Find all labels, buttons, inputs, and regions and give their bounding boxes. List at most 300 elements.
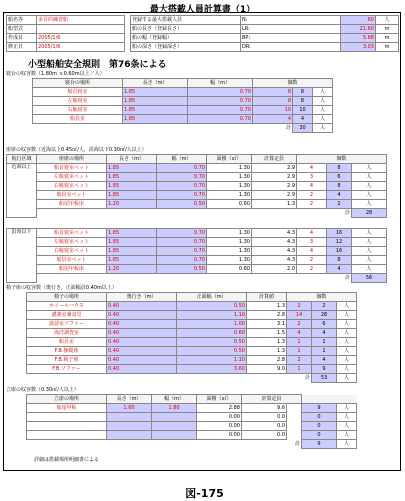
chair-depth: 0.40 bbox=[107, 365, 177, 374]
floor-length: 1.20 bbox=[107, 200, 157, 209]
floor-count: 4 bbox=[297, 247, 327, 256]
column-header: 個数 bbox=[287, 293, 357, 302]
chair-persons: 1 bbox=[312, 338, 337, 347]
floor-length: 1.85 bbox=[107, 238, 157, 247]
unit-label: 人 bbox=[337, 422, 357, 431]
standing-area: 0.00 bbox=[197, 431, 242, 440]
unit-label: 人 bbox=[337, 347, 357, 356]
unit-label: 人 bbox=[337, 338, 357, 347]
floor-header-row bbox=[7, 155, 387, 164]
table-row bbox=[7, 229, 387, 238]
column-header: 座席の場所 bbox=[37, 155, 107, 164]
chair-persons: 2 bbox=[312, 302, 337, 311]
info-row bbox=[131, 43, 399, 52]
floor-width: 0.70 bbox=[157, 238, 207, 247]
chair-depth: 0.40 bbox=[107, 338, 177, 347]
column-header: 個数 bbox=[297, 155, 387, 164]
floor-place: 船尾甲板床 bbox=[37, 200, 107, 209]
unit-label: 人 bbox=[337, 329, 357, 338]
bed-count: 10 bbox=[253, 106, 293, 115]
info-row bbox=[7, 25, 125, 34]
bed-count: 8 bbox=[253, 97, 293, 106]
chair-place: F.B.操縦席 bbox=[27, 347, 107, 356]
info-value: 60 bbox=[341, 16, 376, 25]
info-unit: m bbox=[376, 25, 399, 34]
info-row bbox=[131, 16, 399, 25]
info-right-table bbox=[130, 15, 399, 52]
chair-place: 談話室ソファー bbox=[27, 320, 107, 329]
total-label: 計 bbox=[285, 124, 291, 131]
chair-width: 0.60 bbox=[177, 329, 247, 338]
info-unit: m bbox=[376, 43, 399, 52]
standing-place: 船尾甲板 bbox=[27, 404, 107, 413]
floor-length: 1.85 bbox=[107, 182, 157, 191]
floor-width: 0.70 bbox=[157, 182, 207, 191]
floor-place: 左舷寝室ベット bbox=[37, 238, 107, 247]
floor-persons: 8 bbox=[327, 182, 352, 191]
blank-cell bbox=[302, 395, 357, 404]
standing-length bbox=[107, 413, 152, 422]
chair-calc: 3.1 bbox=[247, 320, 287, 329]
floor-count: 2 bbox=[297, 265, 327, 274]
floor-calc: 2.9 bbox=[252, 191, 297, 200]
info-row bbox=[7, 34, 125, 43]
floor-total-row bbox=[7, 274, 387, 283]
bed-place: 左舷寝室 bbox=[33, 97, 123, 106]
unit-label: 人 bbox=[337, 320, 357, 329]
info-label: 修正日 bbox=[7, 43, 37, 52]
column-header: 正面幅（m） bbox=[177, 293, 247, 302]
floor-width: 0.70 bbox=[157, 229, 207, 238]
table-row bbox=[7, 265, 387, 274]
bed-length: 1.85 bbox=[123, 115, 188, 124]
navigation-area: 近海以上 bbox=[7, 164, 37, 218]
unit-label: 人 bbox=[352, 229, 387, 238]
unit-label: 人 bbox=[313, 115, 333, 124]
floor-width: 0.50 bbox=[157, 265, 207, 274]
standing-width bbox=[152, 431, 197, 440]
standing-table bbox=[26, 394, 357, 449]
table-row bbox=[7, 200, 387, 209]
floor-count: 2 bbox=[297, 191, 327, 200]
info-key: DR: bbox=[241, 43, 341, 52]
chair-calc: 1.5 bbox=[247, 329, 287, 338]
floor-persons: 6 bbox=[327, 173, 352, 182]
unit-label: 人 bbox=[352, 265, 387, 274]
info-row bbox=[131, 25, 399, 34]
column-header: 幅（m） bbox=[157, 155, 207, 164]
floor-table bbox=[6, 154, 387, 283]
chair-count: 1 bbox=[287, 338, 312, 347]
table-row bbox=[27, 329, 357, 338]
floor-count: 3 bbox=[297, 173, 327, 182]
bed-length: 1.85 bbox=[123, 88, 188, 97]
floor-width: 0.70 bbox=[157, 247, 207, 256]
info-value: 2005/1/6 bbox=[37, 34, 125, 43]
floor-place: 右舷寝室ベット bbox=[37, 247, 107, 256]
info-label: 船の幅（登録幅） bbox=[131, 34, 241, 43]
info-key: N: bbox=[241, 16, 341, 25]
table-row bbox=[27, 347, 357, 356]
chair-calc: 1.3 bbox=[247, 347, 287, 356]
blank-cell bbox=[297, 274, 327, 283]
unit-label: 人 bbox=[337, 431, 357, 440]
table-row bbox=[33, 88, 333, 97]
chair-count: 4 bbox=[287, 329, 312, 338]
total-label: 計 bbox=[304, 374, 310, 381]
rule-heading: 小型船舶安全規則 第76条による bbox=[28, 60, 167, 70]
chair-depth: 0.40 bbox=[107, 347, 177, 356]
chair-width: 1.10 bbox=[177, 356, 247, 365]
bed-total: 30 bbox=[293, 124, 313, 133]
standing-width bbox=[152, 413, 197, 422]
floor-area: 1.30 bbox=[207, 191, 252, 200]
floor-place: 左舷寝室ベット bbox=[37, 173, 107, 182]
bed-width: 0.70 bbox=[188, 106, 253, 115]
chair-depth: 0.40 bbox=[107, 320, 177, 329]
floor-area: 1.30 bbox=[207, 247, 252, 256]
blank-cell bbox=[287, 431, 302, 440]
navigation-area: 沿海以下 bbox=[7, 229, 37, 283]
chair-count: 1 bbox=[287, 347, 312, 356]
floor-persons: 4 bbox=[327, 191, 352, 200]
table-row bbox=[27, 365, 357, 374]
unit-label: 人 bbox=[313, 124, 333, 133]
unit-label: 人 bbox=[352, 164, 387, 173]
unit-label: 人 bbox=[352, 256, 387, 265]
floor-total: 56 bbox=[352, 274, 387, 283]
floor-count: 2 bbox=[297, 200, 327, 209]
info-unit: m bbox=[376, 34, 399, 43]
info-value: 21.60 bbox=[341, 25, 376, 34]
table-row bbox=[27, 404, 357, 413]
floor-calc: 2.9 bbox=[252, 182, 297, 191]
floor-calc: 4.3 bbox=[252, 229, 297, 238]
chair-place: 海洋調査室 bbox=[27, 329, 107, 338]
chair-calc: 2.8 bbox=[247, 311, 287, 320]
chair-count: 2 bbox=[287, 356, 312, 365]
standing-length: 1.60 bbox=[107, 404, 152, 413]
info-value bbox=[37, 25, 125, 34]
chair-persons: 9 bbox=[312, 365, 337, 374]
spacer-row bbox=[7, 218, 387, 229]
chair-persons: 6 bbox=[312, 320, 337, 329]
standing-width: 1.80 bbox=[152, 404, 197, 413]
floor-length: 1.85 bbox=[107, 164, 157, 173]
calculation-sheet bbox=[2, 0, 403, 500]
floor-persons: 4 bbox=[327, 265, 352, 274]
unit-label: 人 bbox=[352, 247, 387, 256]
standing-calc: 0.0 bbox=[242, 431, 287, 440]
column-header: 立席の場所 bbox=[27, 395, 107, 404]
document-title: 最大搭載人員計算書（1） bbox=[149, 5, 256, 15]
floor-place: 船員室ベット bbox=[37, 256, 107, 265]
table-row bbox=[27, 302, 357, 311]
standing-header-row bbox=[27, 395, 357, 404]
floor-persons: 16 bbox=[327, 229, 352, 238]
table-row bbox=[7, 247, 387, 256]
chair-calc: 1.3 bbox=[247, 302, 287, 311]
unit-label: 人 bbox=[352, 182, 387, 191]
info-label: 船名等 bbox=[7, 16, 37, 25]
standing-area: 0.00 bbox=[197, 422, 242, 431]
chair-place: F.B.ソファー bbox=[27, 365, 107, 374]
info-unit: 人 bbox=[376, 16, 399, 25]
floor-count: 3 bbox=[297, 238, 327, 247]
info-left-table bbox=[6, 15, 125, 52]
chair-total: 53 bbox=[312, 374, 337, 383]
chair-persons: 4 bbox=[312, 329, 337, 338]
floor-area: 1.30 bbox=[207, 164, 252, 173]
chair-header-row bbox=[27, 293, 357, 302]
blank-cell bbox=[33, 124, 253, 133]
column-header: 面積（㎡） bbox=[207, 155, 252, 164]
column-header: 幅（m） bbox=[188, 79, 253, 88]
floor-persons: 2 bbox=[327, 200, 352, 209]
floor-length: 1.85 bbox=[107, 256, 157, 265]
chair-depth: 0.40 bbox=[107, 329, 177, 338]
table-row bbox=[7, 256, 387, 265]
standing-area: 2.88 bbox=[197, 404, 242, 413]
unit-label: 人 bbox=[352, 200, 387, 209]
footnote: 詳細は搭載場所明細書による bbox=[34, 457, 100, 463]
unit-label: 人 bbox=[337, 311, 357, 320]
standing-calc: 0.0 bbox=[242, 413, 287, 422]
column-header: 長さ（m） bbox=[107, 395, 152, 404]
floor-persons: 8 bbox=[327, 256, 352, 265]
floor-count: 4 bbox=[297, 182, 327, 191]
standing-place bbox=[27, 422, 107, 431]
floor-count: 4 bbox=[297, 229, 327, 238]
bed-persons: 10 bbox=[293, 106, 313, 115]
table-row bbox=[27, 431, 357, 440]
floor-length: 1.85 bbox=[107, 191, 157, 200]
total-label: 計 bbox=[295, 440, 301, 447]
chair-width: 1.10 bbox=[177, 311, 247, 320]
bed-length: 1.85 bbox=[123, 106, 188, 115]
blank-cell bbox=[287, 404, 302, 413]
floor-area: 1.30 bbox=[207, 173, 252, 182]
blank-cell bbox=[27, 440, 287, 449]
standing-section-title: 立席の収容数（0.30㎡/人以上） bbox=[6, 387, 79, 393]
blank-cell bbox=[287, 422, 302, 431]
blank-cell bbox=[7, 218, 387, 229]
info-row bbox=[131, 34, 399, 43]
unit-label: 人 bbox=[337, 440, 357, 449]
table-row bbox=[27, 311, 357, 320]
table-row bbox=[33, 106, 333, 115]
floor-calc: 4.3 bbox=[252, 247, 297, 256]
chair-persons: 4 bbox=[312, 356, 337, 365]
chair-total-row bbox=[27, 374, 357, 383]
chair-width: 1.00 bbox=[177, 320, 247, 329]
total-label: 計 bbox=[344, 209, 350, 216]
unit-label: 人 bbox=[352, 173, 387, 182]
blank-cell bbox=[297, 209, 327, 218]
info-row bbox=[7, 16, 125, 25]
chair-count: 2 bbox=[287, 302, 312, 311]
chair-width: 0.50 bbox=[177, 302, 247, 311]
column-header: 椅子の場所 bbox=[27, 293, 107, 302]
unit-label: 人 bbox=[313, 97, 333, 106]
chair-persons: 28 bbox=[312, 311, 337, 320]
standing-total: 9 bbox=[302, 440, 337, 449]
chair-place: F.B.椅子席 bbox=[27, 356, 107, 365]
table-row bbox=[7, 173, 387, 182]
unit-label: 人 bbox=[337, 365, 357, 374]
floor-place: 船員室ベット bbox=[37, 191, 107, 200]
bed-table bbox=[32, 78, 333, 133]
info-key: LR: bbox=[241, 25, 341, 34]
floor-width: 0.50 bbox=[157, 200, 207, 209]
bed-place: 船首寝室 bbox=[33, 88, 123, 97]
floor-calc: 2.9 bbox=[252, 164, 297, 173]
bed-persons: 8 bbox=[293, 97, 313, 106]
floor-count: 4 bbox=[297, 164, 327, 173]
chair-place: ホイールハウス bbox=[27, 302, 107, 311]
floor-persons: 16 bbox=[327, 247, 352, 256]
chair-calc: 1.3 bbox=[247, 338, 287, 347]
info-key: BP: bbox=[241, 34, 341, 43]
info-label: 登録する最大搭載人員 bbox=[131, 16, 241, 25]
bed-header-row bbox=[33, 79, 333, 88]
column-header: 長さ（m） bbox=[123, 79, 188, 88]
table-row bbox=[27, 422, 357, 431]
standing-calc: 0.0 bbox=[242, 422, 287, 431]
floor-width: 0.70 bbox=[157, 191, 207, 200]
column-header: 長さ（m） bbox=[107, 155, 157, 164]
chair-calc: 2.8 bbox=[247, 356, 287, 365]
unit-label: 人 bbox=[313, 88, 333, 97]
table-row bbox=[7, 182, 387, 191]
table-row bbox=[33, 115, 333, 124]
column-header: 計算定員 bbox=[252, 155, 297, 164]
info-value: 5.68 bbox=[341, 34, 376, 43]
standing-place bbox=[27, 413, 107, 422]
chair-section-title: 椅子席の収容数（奥行き，正面幅員0.40m以上） bbox=[6, 285, 117, 291]
unit-label: 人 bbox=[313, 106, 333, 115]
chair-calc: 9.0 bbox=[247, 365, 287, 374]
chair-place: 船員室 bbox=[27, 338, 107, 347]
column-header: 寝台の場所 bbox=[33, 79, 123, 88]
table-row bbox=[27, 356, 357, 365]
chair-count: 2 bbox=[287, 320, 312, 329]
unit-label: 人 bbox=[337, 374, 357, 383]
unit-label: 人 bbox=[337, 356, 357, 365]
table-row bbox=[7, 191, 387, 200]
column-header: 奥行き（m） bbox=[107, 293, 177, 302]
floor-area: 1.30 bbox=[207, 182, 252, 191]
floor-area: 0.60 bbox=[207, 265, 252, 274]
chair-table bbox=[26, 292, 357, 383]
info-value: 2005/1/6 bbox=[37, 43, 125, 52]
floor-place: 船首寝室ベット bbox=[37, 229, 107, 238]
floor-place: 船首寝室ベット bbox=[37, 164, 107, 173]
info-value: 多目的練習船 bbox=[37, 16, 125, 25]
chair-width: 0.50 bbox=[177, 347, 247, 356]
bed-persons: 4 bbox=[293, 115, 313, 124]
bed-width: 0.70 bbox=[188, 97, 253, 106]
floor-place: 右舷寝室ベット bbox=[37, 182, 107, 191]
chair-width: 3.60 bbox=[177, 365, 247, 374]
standing-length bbox=[107, 431, 152, 440]
floor-persons: 12 bbox=[327, 238, 352, 247]
column-header: 面積（㎡） bbox=[197, 395, 242, 404]
floor-length: 1.85 bbox=[107, 247, 157, 256]
table-row bbox=[27, 413, 357, 422]
blank-cell bbox=[27, 374, 287, 383]
standing-area: 0.00 bbox=[197, 413, 242, 422]
unit-label: 人 bbox=[337, 302, 357, 311]
floor-length: 1.20 bbox=[107, 265, 157, 274]
floor-calc: 2.0 bbox=[252, 265, 297, 274]
bed-persons: 8 bbox=[293, 88, 313, 97]
chair-persons: 1 bbox=[312, 347, 337, 356]
blank-cell bbox=[37, 209, 297, 218]
column-header: 幅（m） bbox=[152, 395, 197, 404]
info-label: 船の深さ（登録深さ） bbox=[131, 43, 241, 52]
floor-area: 0.60 bbox=[207, 200, 252, 209]
sheet-frame bbox=[3, 12, 401, 471]
standing-persons: 0 bbox=[302, 431, 337, 440]
bed-place: 船員室 bbox=[33, 115, 123, 124]
standing-calc: 9.6 bbox=[242, 404, 287, 413]
floor-width: 0.70 bbox=[157, 164, 207, 173]
floor-persons: 8 bbox=[327, 164, 352, 173]
floor-calc: 4.3 bbox=[252, 238, 297, 247]
unit-label: 人 bbox=[352, 191, 387, 200]
bed-width: 0.70 bbox=[188, 88, 253, 97]
info-row bbox=[7, 43, 125, 52]
total-label: 計 bbox=[344, 274, 350, 281]
info-label: 船の長さ（登録長さ） bbox=[131, 25, 241, 34]
floor-calc: 4.3 bbox=[252, 256, 297, 265]
standing-persons: 0 bbox=[302, 422, 337, 431]
column-header: 個数 bbox=[253, 79, 333, 88]
chair-depth: 0.40 bbox=[107, 302, 177, 311]
blank-cell bbox=[287, 413, 302, 422]
floor-place: 船尾甲板床 bbox=[37, 265, 107, 274]
blank-cell bbox=[37, 274, 297, 283]
table-row bbox=[7, 164, 387, 173]
standing-place bbox=[27, 431, 107, 440]
floor-width: 0.70 bbox=[157, 173, 207, 182]
column-header: 計算値 bbox=[247, 293, 287, 302]
chair-count: 1 bbox=[287, 365, 312, 374]
info-value: 3.03 bbox=[341, 43, 376, 52]
floor-width: 0.70 bbox=[157, 256, 207, 265]
floor-area: 1.30 bbox=[207, 229, 252, 238]
floor-calc: 1.3 bbox=[252, 200, 297, 209]
bed-section-title: 寝台の収容数（1.80m ｘ0.60m以上／人） bbox=[6, 71, 105, 77]
floor-area: 1.30 bbox=[207, 256, 252, 265]
chair-width: 0.50 bbox=[177, 338, 247, 347]
floor-length: 1.85 bbox=[107, 173, 157, 182]
bed-count: 8 bbox=[253, 88, 293, 97]
bed-length: 1.85 bbox=[123, 97, 188, 106]
floor-total-row bbox=[7, 209, 387, 218]
bed-width: 0.70 bbox=[188, 115, 253, 124]
chair-count: 14 bbox=[287, 311, 312, 320]
floor-section-title: 座席の収容数（近海以上0.45㎡/人，沿海以下0.30㎡/人以上） bbox=[6, 147, 147, 153]
chair-depth: 0.40 bbox=[107, 356, 177, 365]
floor-calc: 2.9 bbox=[252, 173, 297, 182]
chair-depth: 0.40 bbox=[107, 311, 177, 320]
floor-area: 1.30 bbox=[207, 238, 252, 247]
info-label: 作成日 bbox=[7, 34, 37, 43]
unit-label: 人 bbox=[337, 413, 357, 422]
table-row bbox=[33, 97, 333, 106]
